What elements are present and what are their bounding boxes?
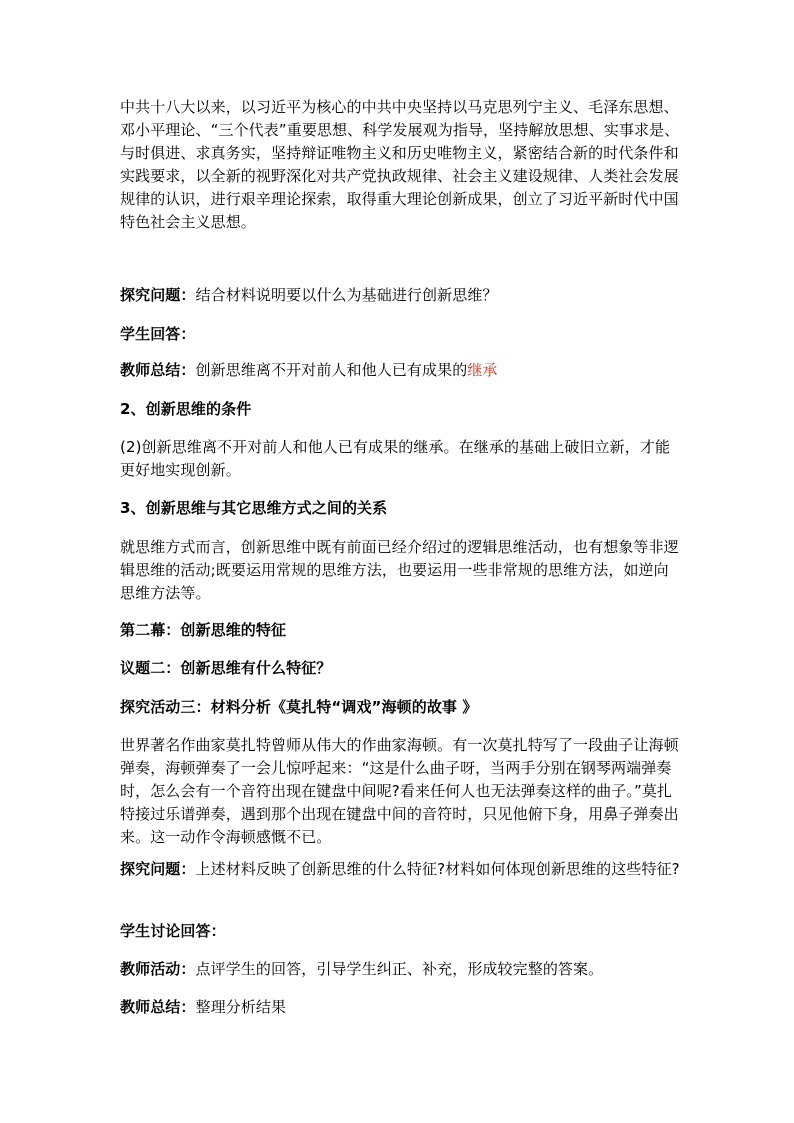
teacher-activity-label: 教师活动： xyxy=(120,960,196,978)
teacher-summary-2-label: 教师总结： xyxy=(120,998,196,1016)
heading-3: 3、创新思维与其它思维方式之间的关系 xyxy=(120,499,388,517)
activity-3-title: 探究活动三：材料分析《莫扎特“调戏”海顿的故事 》 xyxy=(120,698,478,716)
teacher-summary-2-text: 整理分析结果 xyxy=(195,998,287,1016)
question-1-text: 结合材料说明要以什么为基础进行创新思维？ xyxy=(195,286,498,304)
intro-paragraph: 中共十八大以来，以习近平为核心的中共中央坚持以马克思列宁主义、毛泽东思想、邓小平理论、“三个代表”重要思想、科学发展观为指导，坚持解放思想、实事求是、与时俱进、求真务实，坚持辩证唯物主义和历史唯物主义，紧密结合新的时代条件和实践要求，以全新的视野深化对共产党执政规律、社会主义建设规律、人类社会发展规律的认识，进行艰辛理论探索，取得重大理论创新成果，创立了习近平新时代中国特色社会主义思想。 xyxy=(120,98,680,231)
teacher-summary-1-text: 创新思维离不开对前人和他人已有成果的 xyxy=(195,361,468,379)
teacher-summary-1-highlight: 继承 xyxy=(467,361,498,379)
relation-paragraph: 就思维方式而言，创新思维中既有前面已经介绍过的逻辑思维活动，也有想象等非逻辑思维的活动;既要运用常规的思维方法，也要运用一些非常规的思维方法，如逆向思维方法等。 xyxy=(120,538,679,602)
teacher-activity xyxy=(120,958,680,981)
student-answer-label: 学生回答： xyxy=(120,325,196,343)
question-2 xyxy=(120,858,680,881)
question-1-label: 探究问题： xyxy=(120,286,196,304)
student-discuss-label: 学生讨论回答： xyxy=(120,922,226,940)
teacher-summary-2 xyxy=(120,996,680,1019)
teacher-summary-1-label: 教师总结： xyxy=(120,361,196,379)
question-2-text: 上述材料反映了创新思维的什么特征?材料如何体现创新思维的这些特征? xyxy=(195,860,680,878)
question-2-label: 探究问题： xyxy=(120,860,196,878)
heading-2: 2、创新思维的条件 xyxy=(120,400,252,418)
question-1 xyxy=(120,284,680,307)
teacher-summary-1 xyxy=(120,359,680,382)
condition-paragraph: (2)创新思维离不开对前人和他人已有成果的继承。在继承的基础上破旧立新，才能更好地实现创新。 xyxy=(120,438,671,479)
topic-2: 议题二：创新思维有什么特征？ xyxy=(120,659,332,677)
act-2-title: 第二幕：创新思维的特征 xyxy=(120,621,287,639)
story-paragraph: 世界著名作曲家莫扎特曾师从伟大的作曲家海顿。有一次莫扎特写了一段曲子让海顿弹奏，海顿弹奏了一会儿惊呼起来：“这是什么曲子呀，当两手分别在钢琴两端弹奏时，怎么会有一个音符出现在键盘中间呢?看来任何人也无法弹奏这样的曲子。”莫扎特接过乐谱弹奏，遇到那个出现在键盘中间的音符时，只见他俯下身，用鼻子弹奏出来。这一动作令海顿感慨不已。 xyxy=(120,736,679,846)
teacher-activity-text: 点评学生的回答，引导学生纠正、补充，形成较完整的答案。 xyxy=(195,960,604,978)
